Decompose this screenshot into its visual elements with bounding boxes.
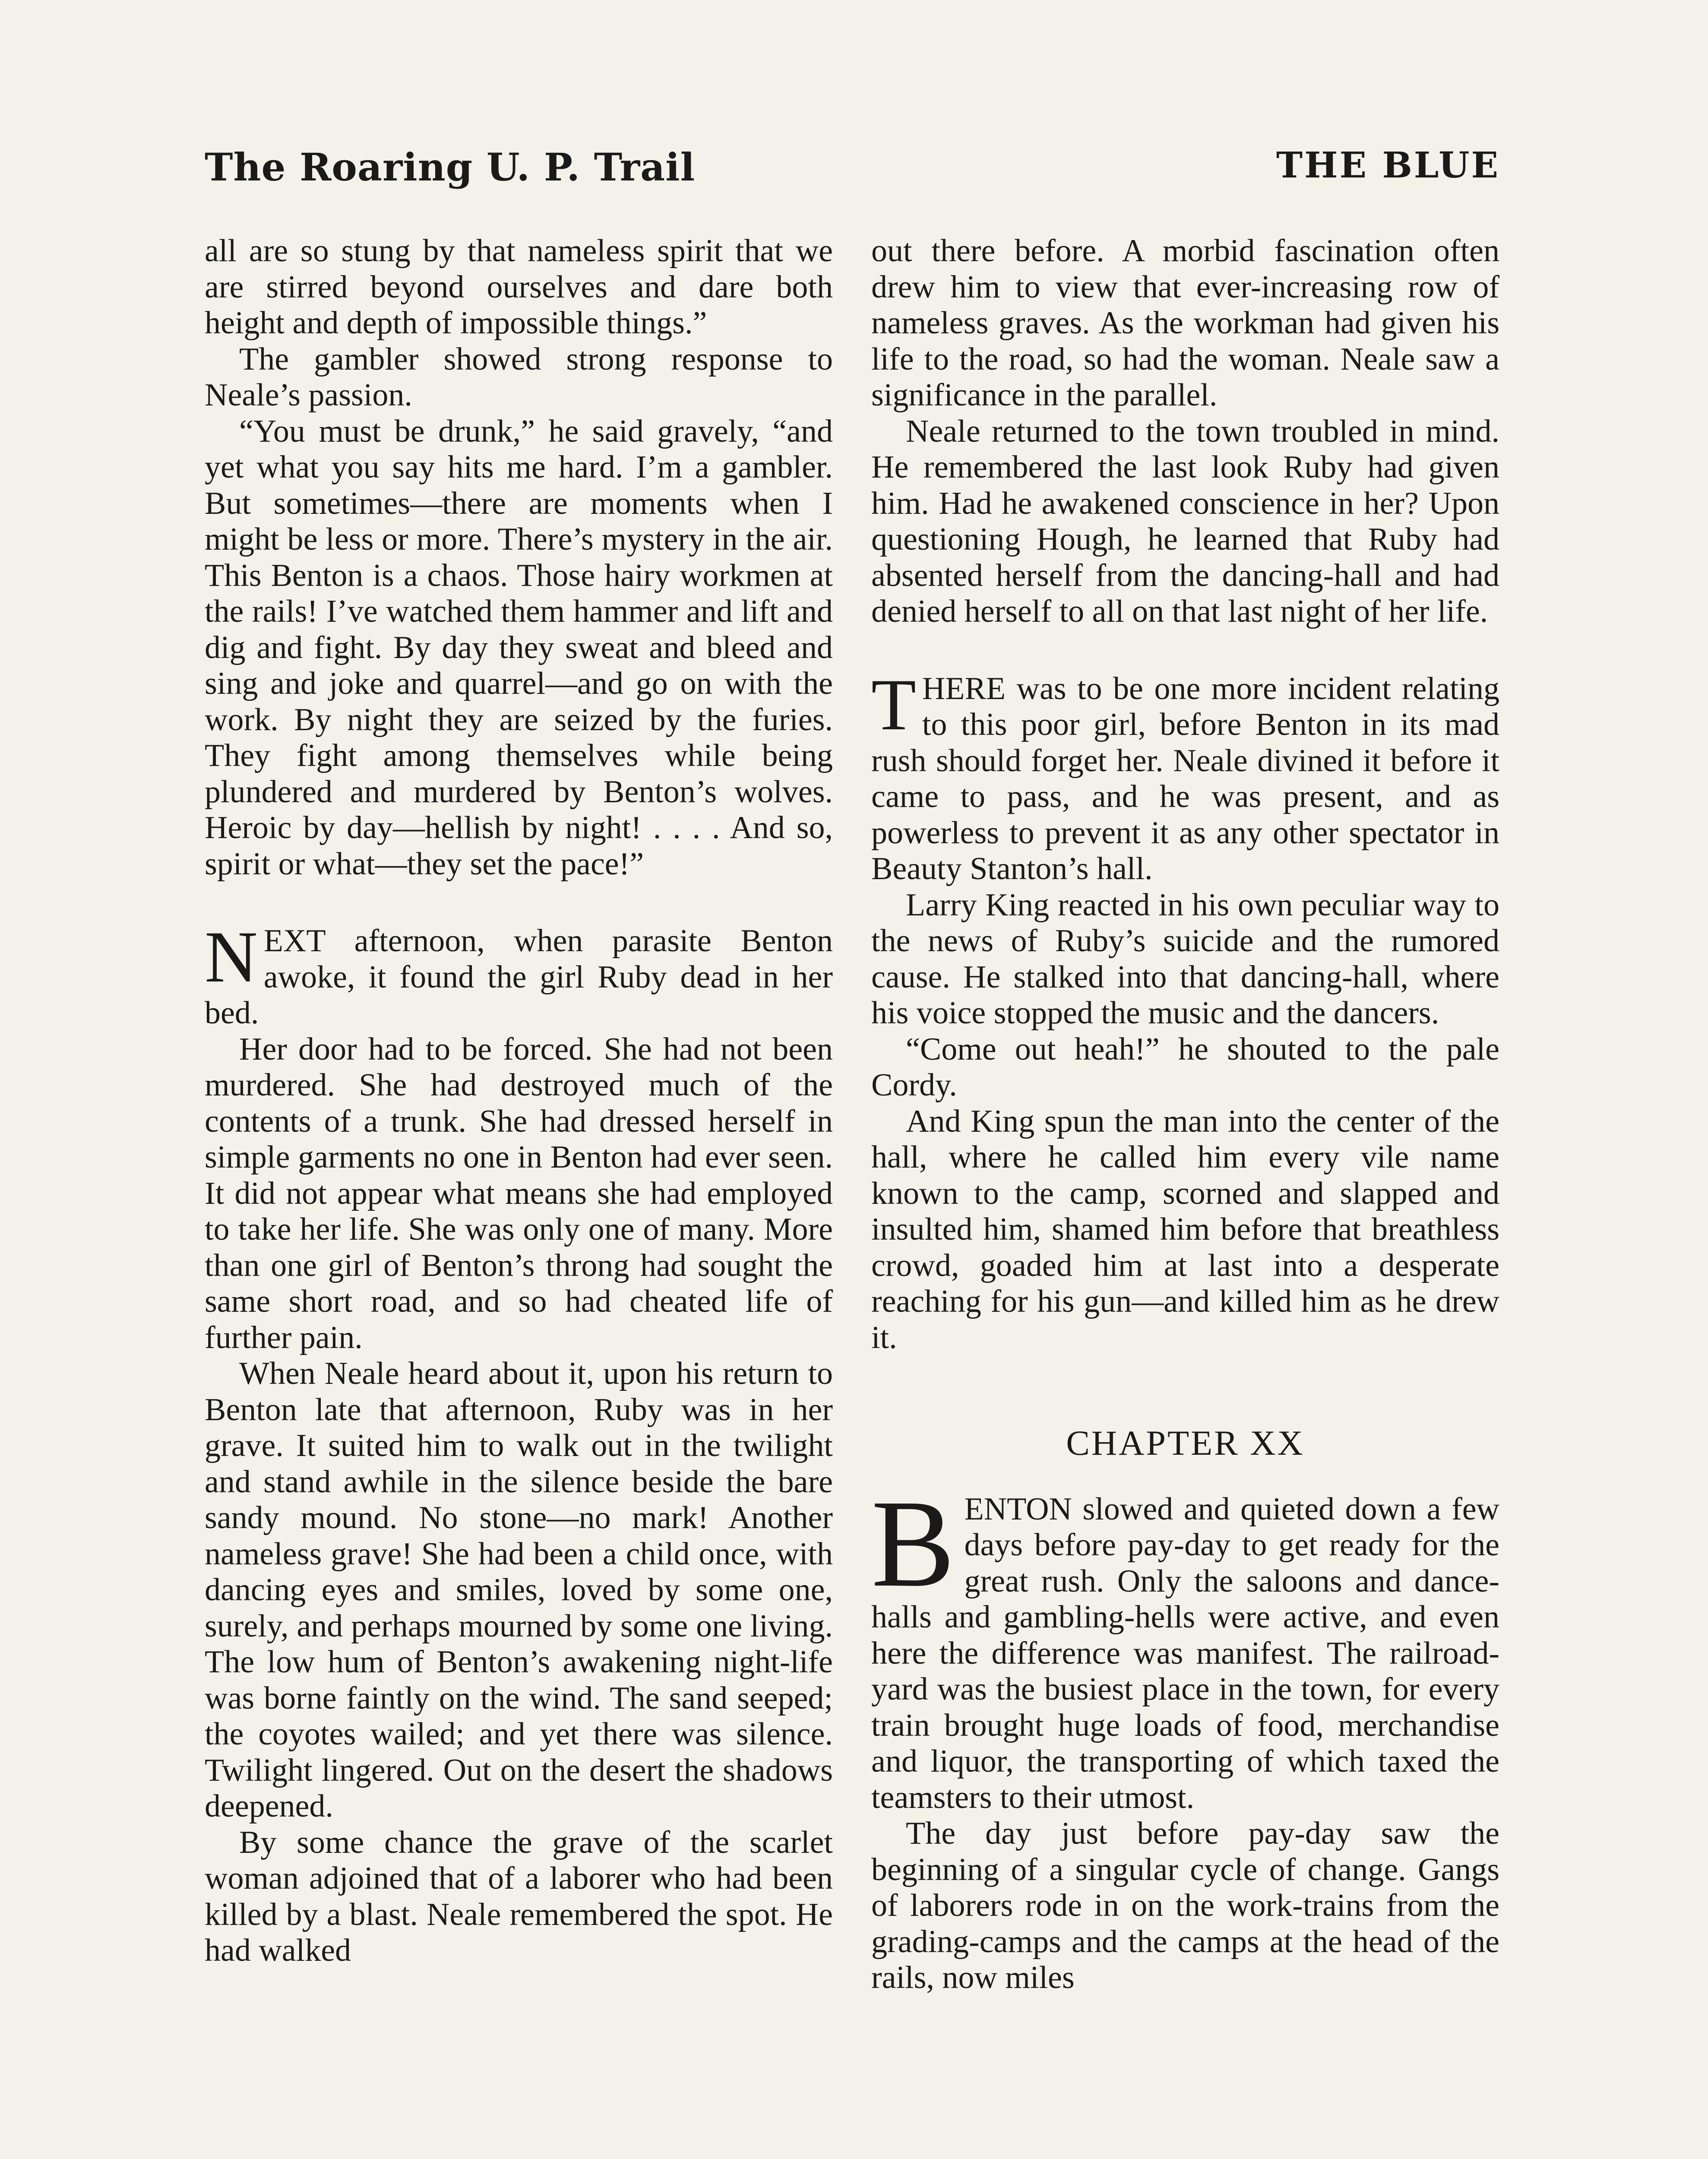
chapter-heading: CHAPTER XX — [1066, 1423, 1305, 1463]
left-column — [205, 233, 833, 1969]
paragraph: Larry King reacted in his own peculiar way to the news of Ruby’s suicide and the rumored cause. He stalked into that dancing-hall, where his voice stopped the music and the dancers. — [871, 887, 1499, 1031]
section-opening-next — [205, 916, 833, 1032]
paragraph: “You must be drunk,” he said gravely, “and yet what you say hits me hard. I’m a gambler. But sometimes—there are moments when I might be less or more. There’s mystery in the air. This Benton is a chaos. Those hairy workmen at the rails! I’ve watched them hammer and lift and dig and fight. By day they sweat and bleed and sing and joke and quarrel—and go on with the work. By night they are seized by the furies. They fight among themselves while being plundered and murdered by Benton’s wolves. Heroic by day—hellish by night! . . . . And so, spirit or what—they set the pace!” — [205, 413, 833, 882]
section-text: HERE was to be one more incident relating to this poor girl, before Benton in its mad rush should forget her. Neale divined it before it came to pass, and he was present, and as powerless to prevent it as any other spectator in Beauty Stanton’s hall. — [871, 671, 1499, 886]
drop-cap: B — [871, 1474, 955, 1613]
paragraph: all are so stung by that nameless spirit that we are stirred beyond ourselves and dare both height and depth of impossible things.” — [205, 233, 833, 341]
right-column — [871, 233, 1499, 1996]
paragraph: out there before. A morbid fascination often drew him to view that ever-increasing row of nameless graves. As the workman had given his life to the road, so had the woman. Neale saw a significance in the parallel. — [871, 233, 1499, 413]
running-section: THE BLUE — [1276, 145, 1500, 186]
running-title: The Roaring U. P. Trail — [205, 145, 696, 190]
drop-cap: T — [871, 664, 916, 745]
paragraph: Her door had to be forced. She had not been murdered. She had destroyed much of the contents of a trunk. She had dressed herself in simple garments no one in Benton had ever seen. It did not appear what means she had employed to take her life. She was only one of many. More than one girl of Benton’s throng had sought the same short road, and so had cheated life of further pain. — [205, 1031, 833, 1355]
paragraph: The day just before pay-day saw the beginning of a singular cycle of change. Gangs of laborers rode in on the work-trains from the grading-camps and the camps at the head of the rails, now miles — [871, 1816, 1499, 1995]
paragraph: By some chance the grave of the scarlet woman adjoined that of a laborer who had been killed by a blast. Neale remembered the spot. He had walked — [205, 1824, 833, 1968]
paragraph: The gambler showed strong response to Neale’s passion. — [205, 341, 833, 413]
drop-cap: N — [205, 916, 258, 997]
paragraph: And King spun the man into the center of the hall, where he called him every vile name known to the camp, scorned and slapped and insulted him, shamed him before that breathless crowd, goaded him at last into a desperate reaching for his gun—and killed him as he drew it. — [871, 1103, 1499, 1355]
paragraph: When Neale heard about it, upon his return to Benton late that afternoon, Ruby was in her grave. It suited him to walk out in the twilight and stand awhile in the silence beside the bare sandy mound. No stone—no mark! Another nameless grave! She had been a child once, with dancing eyes and smiles, loved by some one, surely, and perhaps mourned by some one living. The low hum of Benton’s awakening night-life was borne faintly on the wind. The sand seeped; the coyotes wailed; and yet there was silence. Twilight lingered. Out on the desert the shadows deepened. — [205, 1356, 833, 1824]
paragraph: Neale returned to the town troubled in mind. He remembered the last look Ruby had given him. Had he awakened conscience in her? Upon questioning Hough, he learned that Ruby had absented herself from the dancing-hall and had denied herself to all on that last night of her life. — [871, 413, 1499, 629]
paragraph: “Come out heah!” he shouted to the pale Cordy. — [871, 1031, 1499, 1103]
section-text: EXT afternoon, when parasite Benton awoke, it found the girl Ruby dead in her bed. — [205, 923, 833, 1031]
section-text: ENTON slowed and quieted down a few days before pay-day to get ready for the great rush. Only the saloons and dance-halls and gambling-hells were active, and even here the difference was manifest. The railroad-yard was the busiest place in the town, for every train brought huge loads of food, merchandise and liquor, the transporting of which taxed the teamsters to their utmost. — [871, 1491, 1499, 1815]
chapter-opening — [871, 1474, 1499, 1816]
section-opening-there — [871, 664, 1499, 887]
running-header — [205, 145, 1500, 196]
